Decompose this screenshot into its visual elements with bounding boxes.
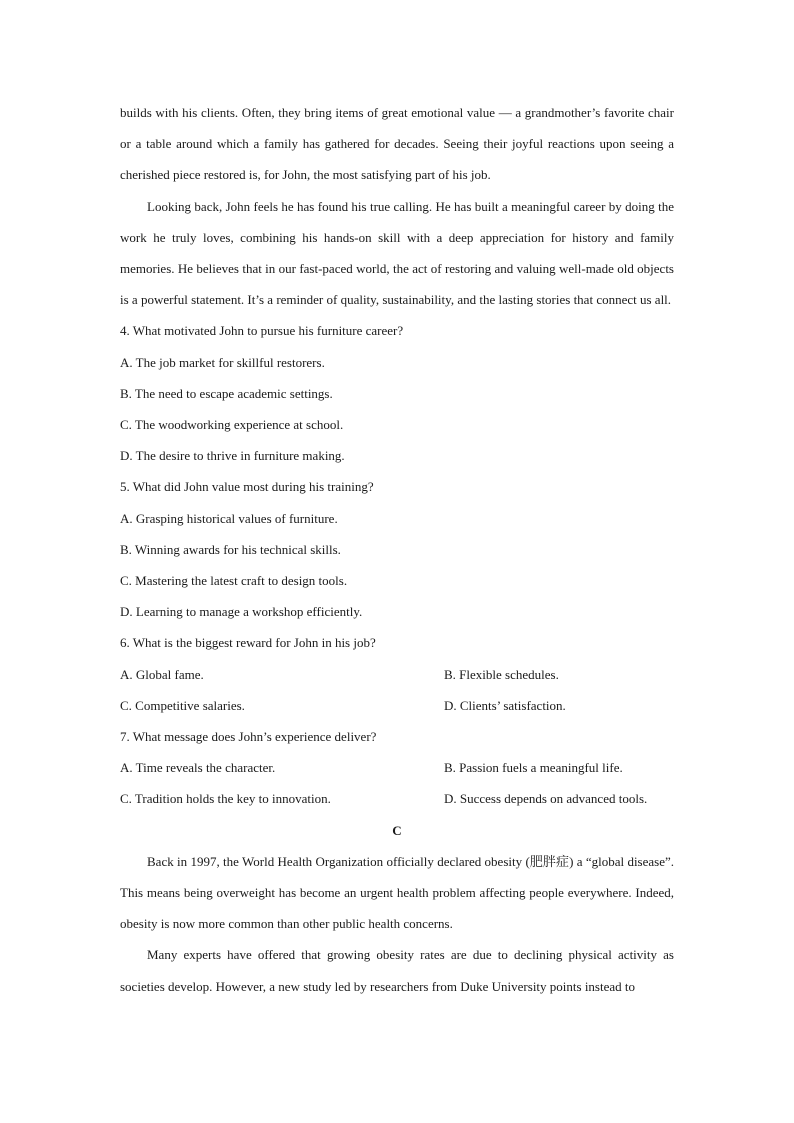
passage-b-paragraph: Looking back, John feels he has found his true calling. He has built a meaningful career by doing the work he truly loves, combining his hands-on skill with a deep appreciation for history and family memories. He believes that in our fast-paced world, the act of restoring and valuing well-made old objects is a powerful statement. It’s a reminder of quality, sustainability, and the lasting stories that connect us all. bbox=[120, 198, 674, 308]
section-c-heading: C bbox=[392, 822, 402, 838]
option-d: D. Success depends on advanced tools. bbox=[444, 791, 648, 807]
question-stem: 4. What motivated John to pursue his furniture career? bbox=[120, 323, 404, 339]
question-stem: 7. What message does John’s experience deliver? bbox=[120, 729, 377, 745]
option-b: B. The need to escape academic settings. bbox=[120, 385, 333, 401]
option-b: B. Flexible schedules. bbox=[444, 666, 559, 682]
option-row bbox=[120, 752, 674, 783]
option-c: C. Mastering the latest craft to design tools. bbox=[120, 573, 348, 589]
section-c-paragraph: Many experts have offered that growing obesity rates are due to declining physical activity as societies develop. However, a new study led by researchers from Duke University points instead to bbox=[120, 947, 674, 994]
option-row bbox=[120, 659, 674, 690]
question-7 bbox=[120, 721, 674, 815]
option-c: C. Competitive salaries. bbox=[120, 697, 245, 713]
option-d: D. Clients’ satisfaction. bbox=[444, 697, 566, 713]
passage-b-paragraph-continued: builds with his clients. Often, they bring items of great emotional value — a grandmother’s favorite chair or a table around which a family has gathered for decades. Seeing their joyful reactions upon seeing a cherished piece restored is, for John, the most satisfying part of his job. bbox=[120, 105, 674, 183]
option-b: B. Passion fuels a meaningful life. bbox=[444, 760, 623, 776]
option-row bbox=[120, 783, 674, 814]
option-b: B. Winning awards for his technical skills. bbox=[120, 541, 341, 557]
question-stem: 5. What did John value most during his training? bbox=[120, 479, 374, 495]
section-c-paragraph: Back in 1997, the World Health Organization officially declared obesity (肥胖症) a “global disease”. This means being overweight has become an urgent health problem affecting people everywhere. Indeed, obesity is now more common than other public health concerns. bbox=[120, 853, 674, 932]
option-row bbox=[120, 690, 674, 721]
question-4 bbox=[120, 315, 674, 471]
option-a: A. Global fame. bbox=[120, 666, 204, 682]
page-content bbox=[120, 97, 674, 1002]
option-c: C. The woodworking experience at school. bbox=[120, 417, 344, 433]
question-stem: 6. What is the biggest reward for John in his job? bbox=[120, 635, 376, 651]
option-d: D. The desire to thrive in furniture making. bbox=[120, 448, 345, 464]
question-6 bbox=[120, 627, 674, 721]
option-d: D. Learning to manage a workshop efficiently. bbox=[120, 604, 363, 620]
option-a: A. Grasping historical values of furniture. bbox=[120, 510, 338, 526]
option-c: C. Tradition holds the key to innovation. bbox=[120, 791, 331, 807]
question-5 bbox=[120, 471, 674, 627]
option-a: A. The job market for skillful restorers. bbox=[120, 354, 325, 370]
option-a: A. Time reveals the character. bbox=[120, 760, 276, 776]
